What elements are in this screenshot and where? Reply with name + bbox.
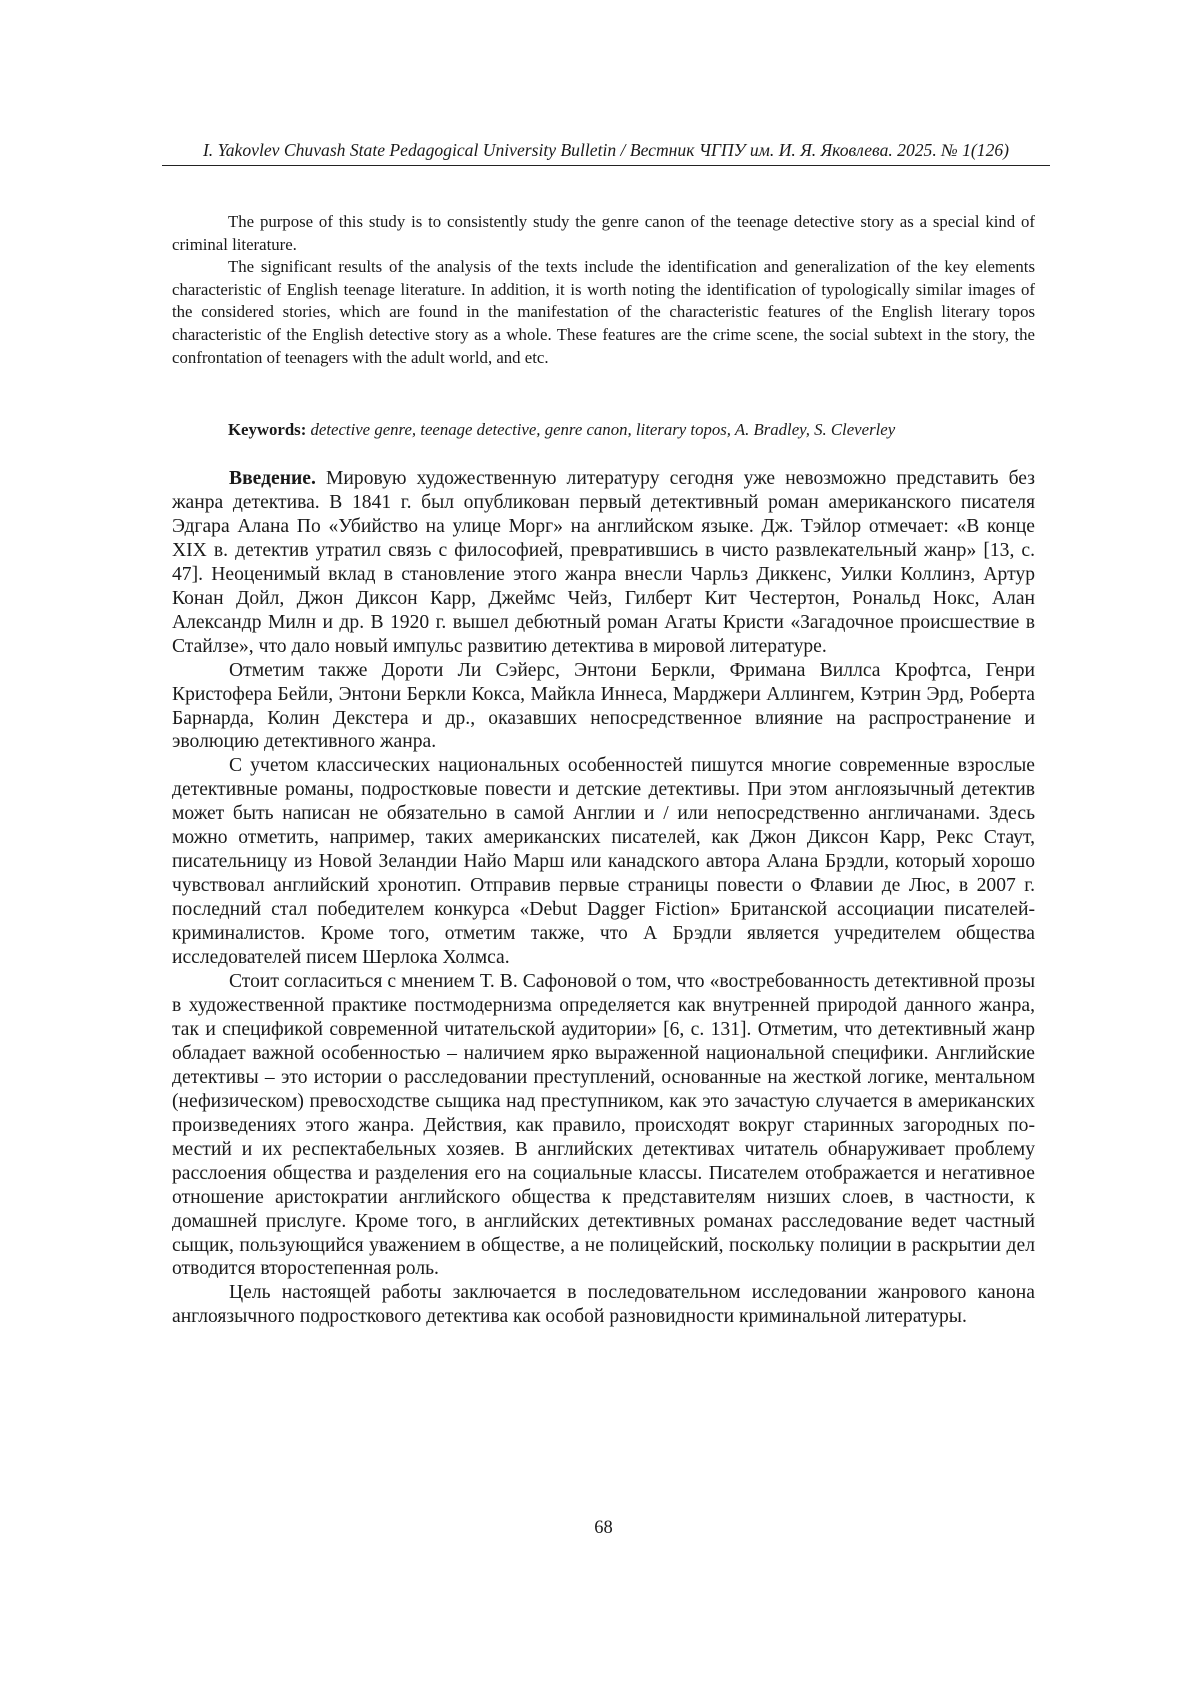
introduction-label: Введение. [229,468,316,489]
body-paragraph: С учетом классических национальных особенностей пишутся многие современные взрослые детективные романы, подростковые повести и детские детективы. При этом англоязычный детектив может быть написан не обязательно в самой Англии и / или непосредственно англичанами. Здесь можно отметить, например, таких американских писателей, как Джон Диксон Карр, Рекс Стаут, писательницу из Новой Зеландии Найо Марш или канадского автора Алана Брэдли, который хорошо чувствовал английский хронотип. Отправив первые страницы повести о Флавии де Люс, в 2007 г. последний стал победителем конкурса «Debut Dagger Fiction» Британской ассоциации писателей-криминалистов. Кроме того, отметим также, что А Брэдли является учредителем общества исследователей писем Шерлока Холмса. [172,755,1035,969]
article-body [172,467,1035,1329]
introduction-paragraph [172,467,1035,659]
body-paragraph: Отметим также Дороти Ли Сэйерс, Энтони Беркли, Фримана Виллса Крофтса, Генри Кристофера Бейли, Энтони Беркли Кокса, Майкла Иннеса, Марджери Аллингем, Кэтрин Эрд, Роберта Барнарда, Колин Декстера и др., оказавших непосредственное влияние на распространение и эволюцию детективного жанра. [172,659,1035,753]
abstract-block [172,211,1035,369]
keywords-text: detective genre, teenage detective, genre canon, literary topos, A. Bradley, S. Cleverley [310,420,896,439]
body-paragraph: Цель настоящей работы заключается в последовательном исследовании жанрового канона англоязычного подросткового детектива как особой разновидности криминальной литературы. [172,1282,1035,1328]
keywords-line [172,419,1035,441]
introduction-text: Мировую художественную литературу сегодня уже невозможно представить без жанра детектива. В 1841 г. был опубликован первый детективный роман американского писателя Эдгара Алана По «Убийство на улице Морг» на английском языке. Дж. Тэйлор отмечает: «В конце XIX в. детектив утратил связь с философией, превратившись в чисто развлекательный жанр» [13, с. 47]. Неоценимый вклад в становление этого жанра внесли Чарльз Диккенс, Уилки Коллинз, Артур Конан Дойл, Джон Диксон Карр, Джеймс Чейз, Гилберт Кит Честертон, Рональд Нокс, Алан Александр Милн и др. В 1920 г. вышел дебютный роман Агаты Кристи «Загадочное происшествие в Стайлзе», что дало новый импульс развитию детектива в мировой литературе. [172,468,1035,657]
running-header: I. Yakovlev Chuvash State Pedagogical University Bulletin / Вестник ЧГПУ им. И. Я. Яковлева. 2025. № 1(126) [202,140,1010,160]
header-divider [162,165,1050,166]
page-number: 68 [594,1518,613,1538]
keywords-label: Keywords: [228,420,307,439]
abstract-paragraph-results: The significant results of the analysis of the texts include the identification and generalization of the key elements characteristic of English teenage literature. In addition, it is worth noting the identification of typologically similar images of the considered stories, which are found in the manifestation of the characteristic features of the English literary topos characteristic of the English detective story as a whole. These features are the crime scene, the social subtext in the story, the confrontation of teenagers with the adult world, and etc. [172,257,1035,367]
body-paragraph: Стоит согласиться с мнением Т. В. Сафоновой о том, что «востребованность детективной прозы в художественной практике постмодернизма определяется как внутренней природой данного жанра, так и спецификой современной читательской аудитории» [6, с. 131]. Отметим, что детективный жанр обладает важной особенностью – наличием ярко выраженной национальной специфики. Английские детективы – это истории о расследовании преступлений, основанные на жесткой логике, ментальном (нефизическом) превосходстве сыщика над преступником, как это зачастую случается в американских произведениях этого жанра. Действия, как правило, происходят вокруг старинных загородных поместий и их респектабельных хозяев. В английских детективах читатель обнаруживает проблему расслоения общества и разделения его на социальные классы. Писателем отображается и негативное отношение аристократии английского общества к представителям низших слоев, в частности, к домашней прислуге. Кроме того, в английских детективных романах расследование ведет частный сыщик, пользующийся уважением в обществе, а не полицейский, поскольку полиции в раскрытии дел отводится второстепенная роль. [172,971,1035,1280]
abstract-paragraph-purpose: The purpose of this study is to consistently study the genre canon of the teenage detective story as a special kind of criminal literature. [172,212,1035,254]
